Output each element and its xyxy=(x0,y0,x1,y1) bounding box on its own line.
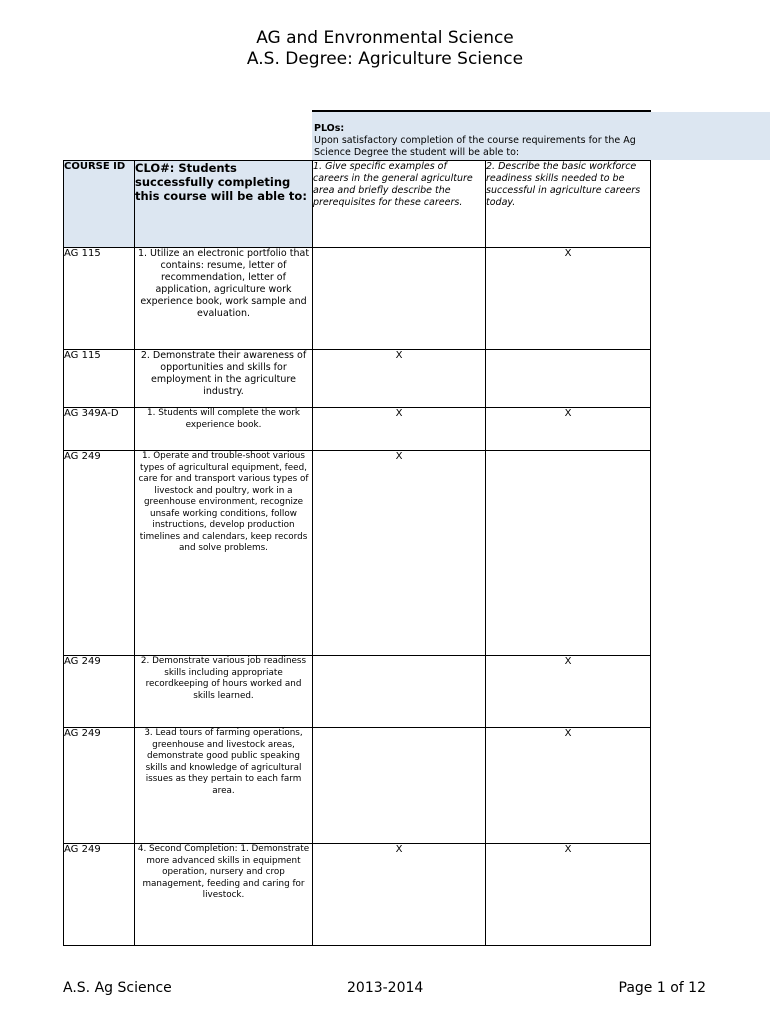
clo-cell: 3. Lead tours of farming operations, greenhouse and livestock areas, demonstrate good public speaking skills and knowledge of agricultural issues as they pertain to each farm area. xyxy=(135,728,313,844)
clo-cell: 1. Utilize an electronic portfolio that contains: resume, letter of recommendation, letter of application, agriculture work experience book, work sample and evaluation. xyxy=(135,248,313,350)
plo2-mark: X xyxy=(486,728,651,844)
clo-cell: 1. Students will complete the work experience book. xyxy=(135,408,313,451)
plo-label: PLOs: xyxy=(314,123,345,134)
table-row xyxy=(64,350,651,408)
table-row xyxy=(64,408,651,451)
footer-right: Page 1 of 12 xyxy=(618,980,706,996)
plo-header-border xyxy=(312,110,651,112)
course-id-cell: AG 249 xyxy=(64,728,135,844)
course-id-cell: AG 249 xyxy=(64,844,135,946)
plo1-mark: X xyxy=(313,844,486,946)
plo-header xyxy=(314,123,770,159)
course-id-cell: AG 115 xyxy=(64,248,135,350)
course-id-cell: AG 115 xyxy=(64,350,135,408)
document-subtitle: A.S. Degree: Agriculture Science xyxy=(246,49,524,69)
header-course-id: COURSE ID xyxy=(64,161,135,248)
header-plo-1: 1. Give specific examples of careers in the general agriculture area and briefly describe the prerequisites for these careers. xyxy=(313,161,486,248)
table-row xyxy=(64,248,651,350)
course-id-cell: AG 349A-D xyxy=(64,408,135,451)
header-plo-2: 2. Describe the basic workforce readiness skills needed to be successful in agriculture careers today. xyxy=(486,161,651,248)
plo-intro-line2: Science Degree the student will be able to: xyxy=(314,147,520,158)
table-row xyxy=(64,656,651,728)
plo-intro-line1: Upon satisfactory completion of the course requirements for the Ag xyxy=(314,135,636,146)
plo1-mark xyxy=(313,656,486,728)
plo2-mark: X xyxy=(486,656,651,728)
plo1-mark: X xyxy=(313,451,486,656)
document-title: AG and Envronmental Science xyxy=(256,28,514,48)
plo2-mark xyxy=(486,350,651,408)
clo-cell: 2. Demonstrate their awareness of opportunities and skills for employment in the agriculture industry. xyxy=(135,350,313,408)
clo-cell: 1. Operate and trouble-shoot various types of agricultural equipment, feed, care for and transport various types of livestock and poultry, work in a greenhouse environment, recognize unsafe working conditions, follow instructions, develop production timelines and calendars, keep records and solve problems. xyxy=(135,451,313,656)
plo2-mark xyxy=(486,451,651,656)
plo1-mark: X xyxy=(313,408,486,451)
footer-center: 2013-2014 xyxy=(347,980,424,996)
table-row xyxy=(64,844,651,946)
clo-cell: 4. Second Completion: 1. Demonstrate more advanced skills in equipment operation, nursery and crop management, feeding and caring for livestock. xyxy=(135,844,313,946)
plo1-mark xyxy=(313,248,486,350)
course-id-cell: AG 249 xyxy=(64,451,135,656)
table-header-row xyxy=(64,161,651,248)
plo2-mark: X xyxy=(486,408,651,451)
plo1-mark xyxy=(313,728,486,844)
plo2-mark: X xyxy=(486,844,651,946)
course-id-cell: AG 249 xyxy=(64,656,135,728)
course-plo-table xyxy=(63,160,651,946)
plo1-mark: X xyxy=(313,350,486,408)
table-row xyxy=(64,728,651,844)
table-row xyxy=(64,451,651,656)
clo-cell: 2. Demonstrate various job readiness skills including appropriate recordkeeping of hours worked and skills learned. xyxy=(135,656,313,728)
plo2-mark: X xyxy=(486,248,651,350)
header-clo: CLO#: Students successfully completing this course will be able to: xyxy=(135,161,313,248)
footer-left: A.S. Ag Science xyxy=(63,980,172,996)
